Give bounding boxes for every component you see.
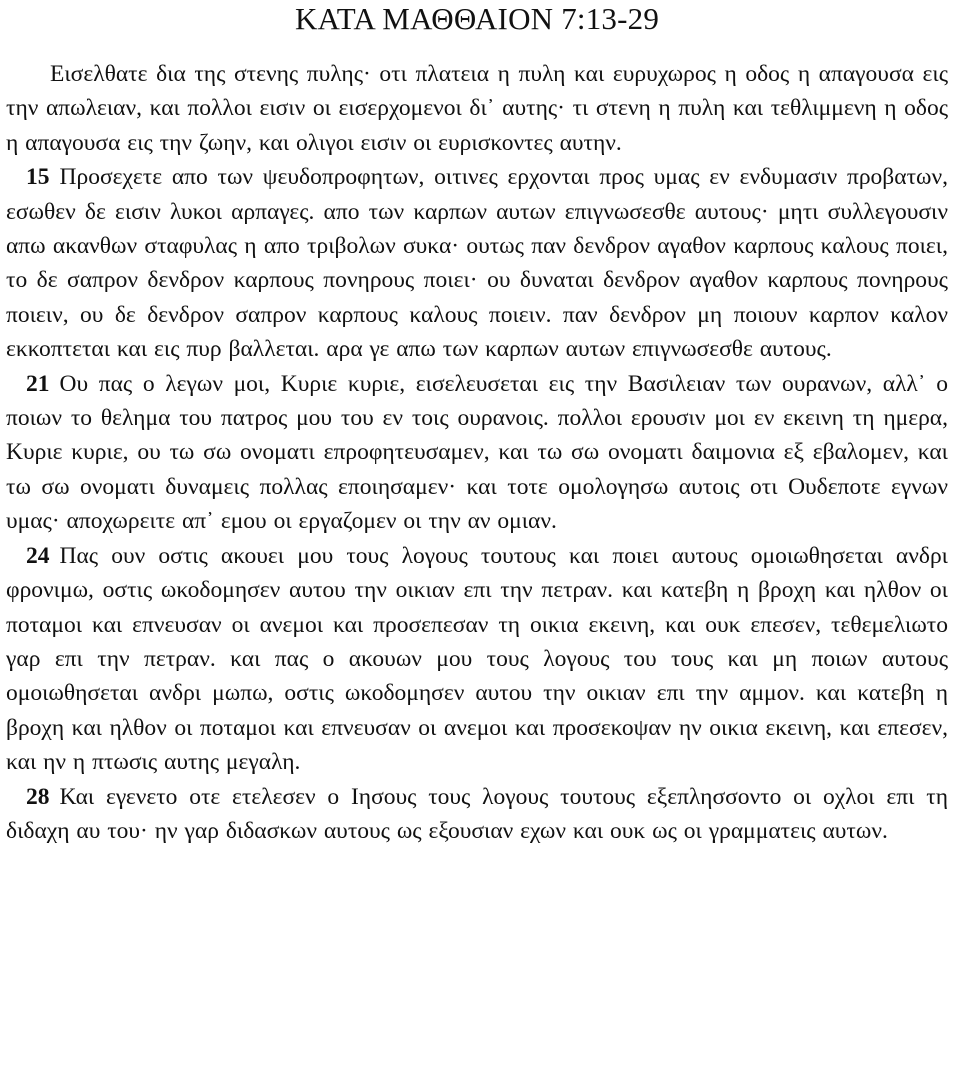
paragraph-text: Πας ουν οστις ακουει μου τους λογους τουτους και ποιει αυτους ομοιωθησεται ανδρι φρονιμω, οστις ωκοδομησεν αυτου την οικιαν επι την πετραν. και κατεβη η βροχη και ηλθον οι ποταμοι και επνευσαν οι ανεμοι και προσεπεσαν τη οικια εκεινη, και ουκ επεσεν, τεθεμελιωτο γαρ επι την πετραν. και πας ο ακουων μου τους λογους του τους και μη ποιων αυτους ομοιωθησεται ανδρι μωπω, οστις ωκοδομησεν αυτου την οικιαν επι την αμμον. και κατεβη η βροχη και ηλθον οι ποταμοι και επνευσαν οι ανεμοι και προσεκοψαν ην οικια εκεινη, και επεσεν, και ην η πτωσις αυτης μεγαλη. xyxy=(6,542,948,776)
verse-number: 24 xyxy=(26,542,50,569)
verse-number: 21 xyxy=(26,370,50,397)
paragraph-verse-24 xyxy=(6,539,948,780)
paragraph-intro xyxy=(6,57,948,160)
paragraph-text: Εισελθατε δια της στενης πυλης· οτι πλατεια η πυλη και ευρυχωρος η οδος η απαγουσα εις την απωλειαν, και πολλοι εισιν οι εισερχομενοι δι᾽ αυτης· τι στενη η πυλη και τεθλιμμενη η οδος η απαγουσα εις την ζωην, και ολιγοι εισιν οι ευρισκοντες αυτην. xyxy=(6,61,948,156)
scripture-body xyxy=(6,57,948,848)
verse-number: 15 xyxy=(26,164,50,191)
paragraph-verse-28 xyxy=(6,780,948,849)
verse-number: 28 xyxy=(26,783,50,810)
paragraph-verse-21 xyxy=(6,367,948,539)
paragraph-verse-15 xyxy=(6,160,948,366)
paragraph-text: Και εγενετο οτε ετελεσεν ο Ιησους τους λογους τουτους εξεπλησσοντο οι οχλοι επι τη διδαχη αυ του· ην γαρ διδασκων αυτους ως εξουσιαν εχων και ουκ ως οι γραμματεις αυτων. xyxy=(6,783,948,844)
paragraph-text: Ου πας ο λεγων μοι, Κυριε κυριε, εισελευσεται εις την Βασιλειαν των ουρανων, αλλ᾽ ο ποιων το θελημα του πατρος μου του εν τοις ουρανοις. πολλοι ερουσιν μοι εν εκεινη τη ημερα, Κυριε κυριε, ου τω σω ονοματι επροφητευσαμεν, και τω σω ονοματι δαιμονια εξ εβαλομεν, και τω σω ονοματι δυναμεις πολλας εποιησαμεν· και τοτε ομολογησω αυτοις οτι Ουδεποτε εγνων υμας· αποχωρειτε απ᾽ εμου οι εργαζομεν οι την αν ομιαν. xyxy=(6,370,948,535)
paragraph-text: Προσεχετε απο των ψευδοπροφητων, οιτινες ερχονται προς υμας εν ενδυμασιν προβατων, εσωθεν δε εισιν λυκοι αρπαγες. απο των καρπων αυτων επιγνωσεσθε αυτους· μητι συλλεγουσιν απω ακανθων σταφυλας η απο τριβολων συκα· ουτως παν δενδρον αγαθον καρπους καλους ποιει, το δε σαπρον δενδρον καρπους πονηρους ποιει· ου δυναται δενδρον αγαθον καρπους πονηρους ποιειν, ου δε δενδρον σαπρον καρπους καλους ποιειν. παν δενδρον μη ποιουν καρπον καλον εκκοπτεται και εις πυρ βαλλεται. αρα γε απω των καρπων αυτων επιγνωσεσθε αυτους. xyxy=(6,164,948,363)
page-title: ΚΑΤΑ ΜΑΘΘΑΙΟΝ 7:13-29 xyxy=(294,1,660,36)
